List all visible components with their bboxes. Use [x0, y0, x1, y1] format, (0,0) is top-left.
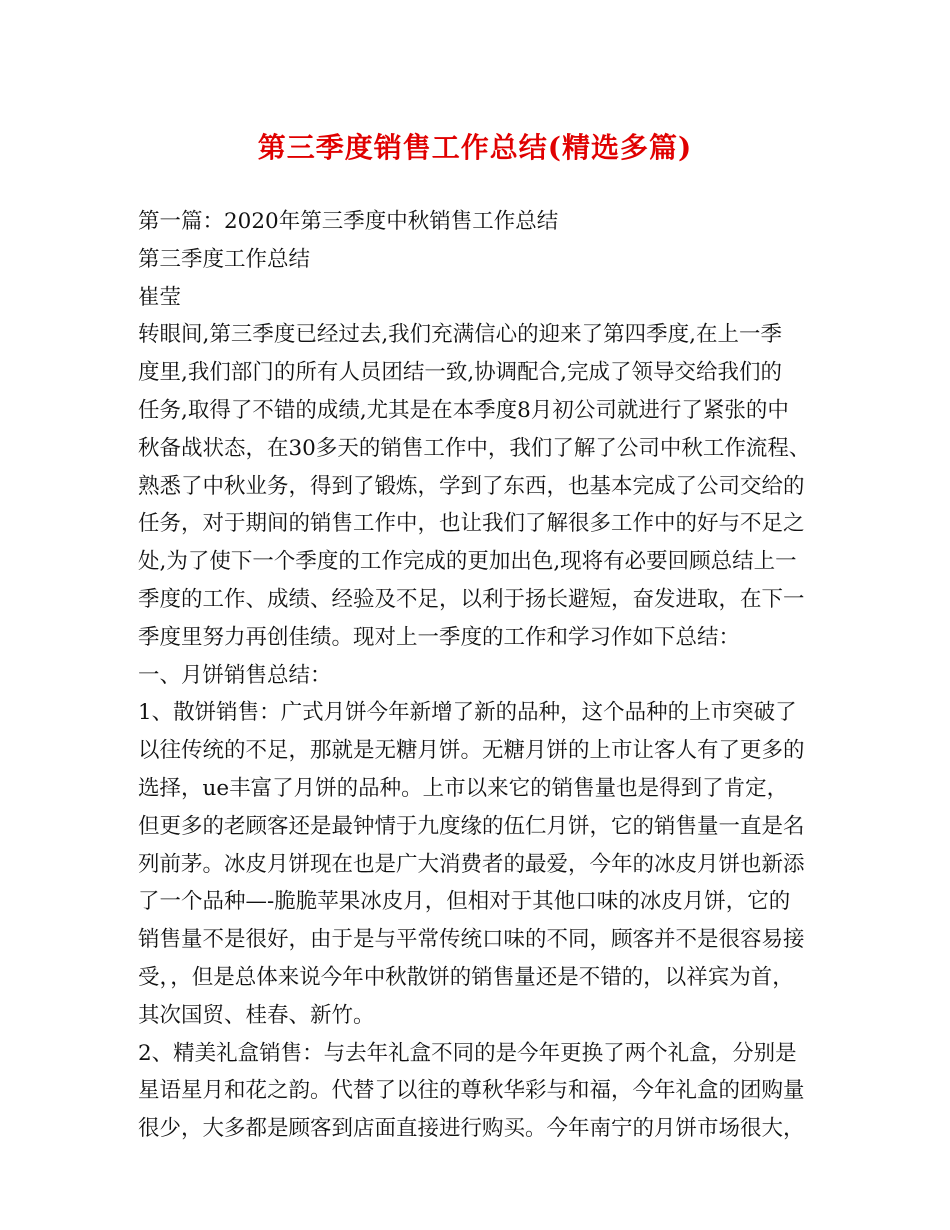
document-body	[138, 203, 838, 1148]
body-line: 销售量不是很好，由于是与平常传统口味的不同，顾客并不是很容易接	[138, 927, 805, 953]
body-line: 2、精美礼盒销售：与去年礼盒不同的是今年更换了两个礼盒，分别是	[138, 1040, 797, 1066]
body-line: 季度的工作、成绩、经验及不足，以利于扬长避短，奋发进取，在下一	[138, 586, 805, 612]
body-line: 很少，大多都是顾客到店面直接进行购买。今年南宁的月饼市场很大，	[138, 1116, 805, 1142]
body-line: 一、月饼销售总结：	[138, 662, 332, 688]
body-line: 崔莹	[138, 284, 182, 310]
body-line: 任务,取得了不错的成绩,尤其是在本季度8月初公司就进行了紧张的中	[138, 397, 789, 423]
body-line: 其次国贸、桂春、新竹。	[138, 1002, 375, 1028]
body-line: 1、散饼销售：广式月饼今年新增了新的品种，这个品种的上市突破了	[138, 700, 797, 726]
body-line: 季度里努力再创佳绩。现对上一季度的工作和学习作如下总结：	[138, 624, 741, 650]
body-line: 星语星月和花之韵。代替了以往的尊秋华彩与和福，今年礼盒的团购量	[138, 1078, 805, 1104]
body-line: 受，，但是总体来说今年中秋散饼的销售量还是不错的，以祥宾为首，	[138, 964, 794, 990]
body-line: 选择，ue丰富了月饼的品种。上市以来它的销售量也是得到了肯定，	[138, 775, 789, 801]
body-line: 第一篇：2020年第三季度中秋销售工作总结	[138, 209, 559, 234]
body-line: 度里,我们部门的所有人员团结一致,协调配合,完成了领导交给我们的	[138, 360, 783, 386]
body-line: 以往传统的不足，那就是无糖月饼。无糖月饼的上市让客人有了更多的	[138, 738, 805, 764]
body-line: 处,为了使下一个季度的工作完成的更加出色,现将有必要回顾总结上一	[138, 549, 797, 575]
document-title: 第三季度销售工作总结(精选多篇)	[257, 131, 693, 164]
body-line: 转眼间,第三季度已经过去,我们充满信心的迎来了第四季度,在上一季	[138, 322, 783, 348]
body-line: 秋备战状态，在30多天的销售工作中，我们了解了公司中秋工作流程、	[138, 435, 811, 461]
body-line: 但更多的老顾客还是最钟情于九度缘的伍仁月饼，它的销售量一直是名	[138, 813, 805, 839]
body-line: 熟悉了中秋业务，得到了锻炼，学到了东西，也基本完成了公司交给的	[138, 473, 805, 499]
body-line: 第三季度工作总结	[138, 246, 311, 272]
body-line: 任务，对于期间的销售工作中，也让我们了解很多工作中的好与不足之	[138, 511, 805, 537]
body-line: 列前茅。冰皮月饼现在也是广大消费者的最爱，今年的冰皮月饼也新添	[138, 851, 805, 877]
body-line: 了一个品种—-脆脆苹果冰皮月，但相对于其他口味的冰皮月饼，它的	[138, 889, 791, 915]
